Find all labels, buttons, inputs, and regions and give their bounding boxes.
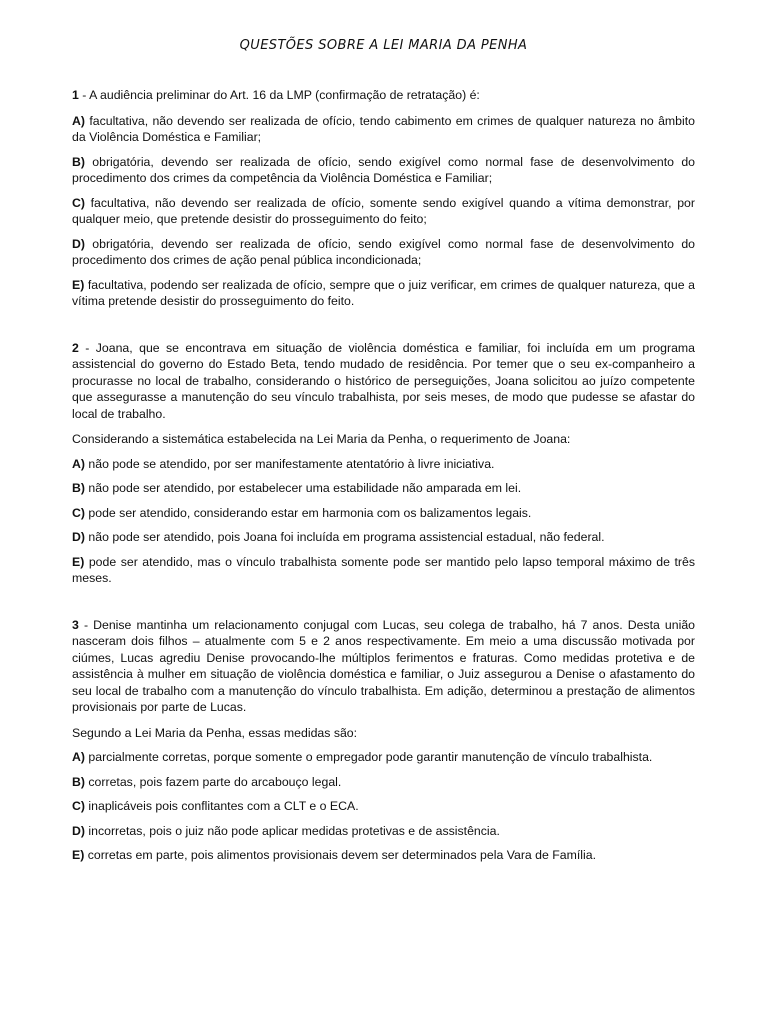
option-letter: D) [72, 823, 85, 838]
option-letter: A) [72, 113, 85, 128]
option-a [72, 749, 695, 766]
option-letter: B) [72, 154, 85, 169]
option-text: corretas, pois fazem parte do arcabouço legal. [88, 774, 342, 789]
option-text: incorretas, pois o juiz não pode aplicar medidas protetivas e de assistência. [88, 823, 500, 838]
option-text: não pode se atendido, por ser manifestamente atentatório à livre iniciativa. [88, 456, 495, 471]
option-c [72, 195, 695, 228]
option-letter: E) [72, 848, 85, 862]
option-d [72, 236, 695, 269]
option-letter: A) [72, 456, 85, 471]
option-text: facultativa, não devendo ser realizada de ofício, somente sendo exigível quando a vítima demonstrar, por qualquer meio, que pretende desistir do prosseguimento do feito; [72, 195, 695, 226]
option-text: não pode ser atendido, por estabelecer uma estabilidade não amparada em lei. [88, 481, 522, 495]
option-c [72, 798, 695, 815]
option-text: facultativa, não devendo ser realizada de ofício, tendo cabimento em crimes de qualquer natureza no âmbito da Violência Doméstica e Familiar; [72, 113, 695, 144]
option-d [72, 823, 695, 840]
question-stem-text: - A audiência preliminar do Art. 16 da LMP (confirmação de retratação) é: [82, 88, 480, 102]
option-text: corretas em parte, pois alimentos provisionais devem ser determinados pela Vara de Família. [87, 848, 596, 862]
option-letter: C) [72, 505, 85, 520]
option-e [72, 554, 695, 587]
document-page [72, 38, 695, 894]
option-text: obrigatória, devendo ser realizada de ofício, sendo exigível como normal fase de desenvolvimento do procedimento dos crimes da competência da Violência Doméstica e Familiar; [72, 154, 695, 185]
option-text: pode ser atendido, mas o vínculo trabalhista somente pode ser mantido pelo lapso temporal máximo de três meses. [72, 554, 696, 585]
option-text: obrigatória, devendo ser realizada de ofício, sendo exigível como normal fase de desenvolvimento do procedimento dos crimes de ação penal pública incondicionada; [72, 236, 695, 267]
question-number: 3 [72, 617, 79, 632]
question-number: 2 [72, 340, 79, 355]
question-number: 1 [72, 88, 79, 102]
question-stem-text: - Joana, que se encontrava em situação de violência doméstica e familiar, foi incluída em um programa assistencial do governo do Estado Beta, tendo mudado de residência. Por temer que o seu ex-companheiro a procurasse no local de trabalho, considerando o histórico de perseguições, Joana solicitou ao juízo competente que assegurasse a manutenção do seu vínculo trabalhista, por seis meses, de modo que pudesse se afastar do local de trabalho. [72, 340, 695, 421]
option-text: facultativa, podendo ser realizada de ofício, sempre que o juiz verificar, em crimes de qualquer natureza, que a vítima pretende desistir do prosseguimento do feito. [72, 277, 695, 308]
option-d [72, 529, 695, 546]
question-stem [72, 340, 695, 423]
option-b [72, 480, 695, 497]
option-letter: B) [72, 774, 85, 789]
question-stem [72, 617, 695, 716]
option-e [72, 847, 695, 864]
option-text: inaplicáveis pois conflitantes com a CLT e o ECA. [88, 799, 359, 813]
question-stem-text: - Denise mantinha um relacionamento conjugal com Lucas, seu colega de trabalho, há 7 anos. Desta união nasceram dois filhos – atualmente com 5 e 2 anos respectivamente. Em meio a uma discussão motivada por ciúmes, Lucas agrediu Denise provocando-lhe múltiplos ferimentos e fraturas. Como medidas protetiva e de assistência à mulher em situação de violência doméstica e familiar, o Juiz assegurou a Denise o afastamento do seu local de trabalho com a manutenção do vínculo trabalhista. Em adição, determinou a prestação de alimentos provisionais por parte de Lucas. [72, 617, 695, 714]
question-3 [72, 617, 695, 864]
page-title: QUESTÕES SOBRE A LEI MARIA DA PENHA [239, 38, 528, 53]
question-2 [72, 340, 695, 587]
option-text: pode ser atendido, considerando estar em harmonia com os balizamentos legais. [88, 505, 532, 520]
option-letter: C) [72, 799, 85, 813]
option-c [72, 505, 695, 522]
question-prompt: Segundo a Lei Maria da Penha, essas medidas são: [72, 725, 358, 740]
option-b [72, 774, 695, 791]
option-letter: E) [72, 277, 85, 292]
option-letter: D) [72, 236, 85, 251]
option-b [72, 154, 695, 187]
question-stem [72, 87, 695, 104]
option-text: não pode ser atendido, pois Joana foi incluída em programa assistencial estadual, não federal. [88, 530, 605, 544]
option-a [72, 456, 695, 473]
question-1 [72, 87, 695, 310]
option-letter: A) [72, 750, 85, 764]
option-letter: B) [72, 481, 85, 495]
option-e [72, 277, 695, 310]
option-letter: D) [72, 530, 85, 544]
option-letter: C) [72, 195, 85, 210]
question-prompt: Considerando a sistemática estabelecida na Lei Maria da Penha, o requerimento de Joana: [72, 432, 571, 446]
option-text: parcialmente corretas, porque somente o empregador pode garantir manutenção de vínculo trabalhista. [88, 750, 653, 764]
option-a [72, 113, 695, 146]
option-letter: E) [72, 554, 85, 569]
